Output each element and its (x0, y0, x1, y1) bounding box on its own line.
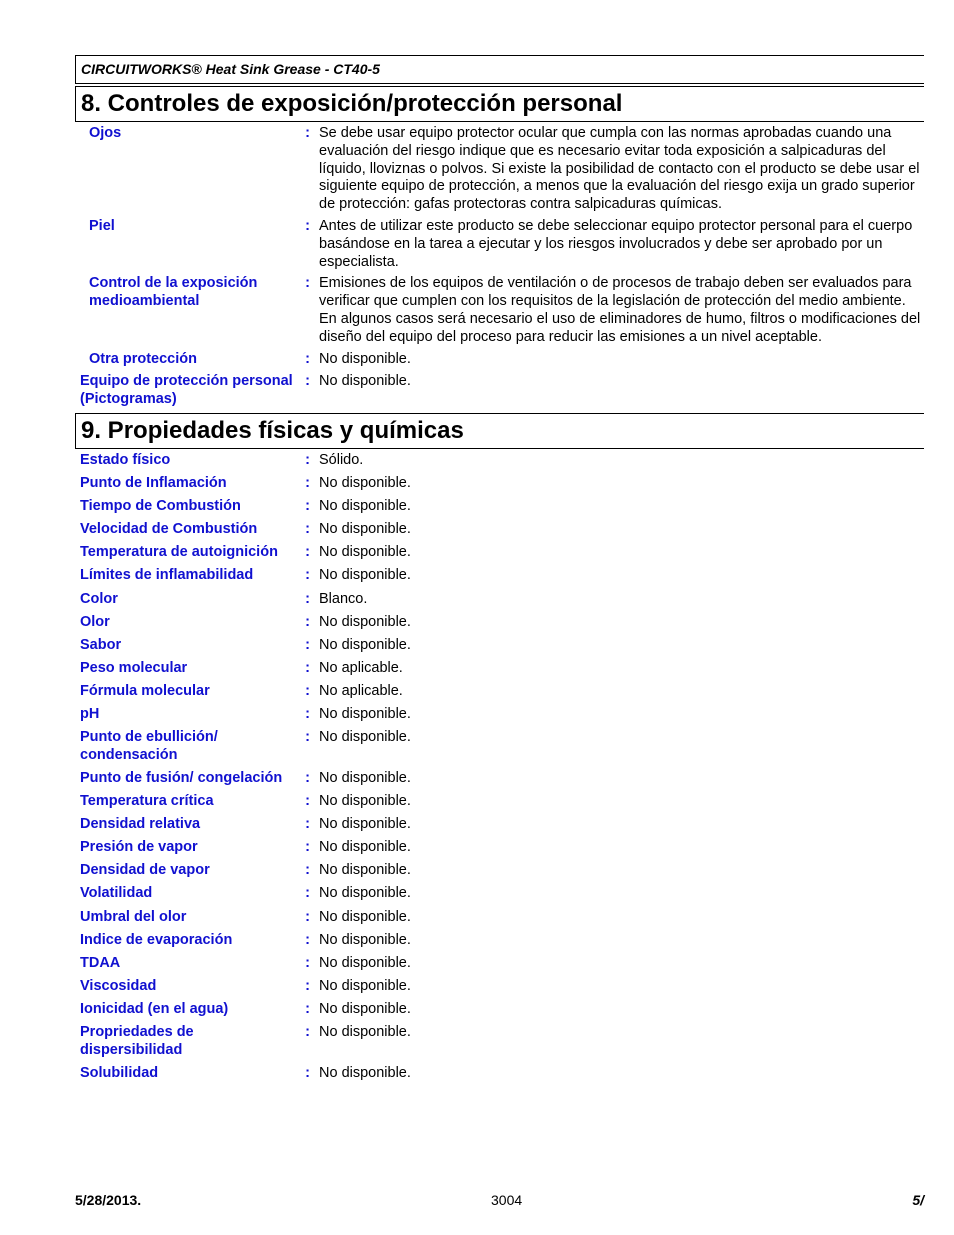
property-label: Ojos (89, 125, 122, 141)
section-9-rows (75, 449, 924, 1083)
property-label: Propriedades de dispersibilidad (80, 1024, 194, 1058)
property-label: Densidad relativa (80, 816, 201, 833)
property-label: Velocidad de Combustión (80, 521, 258, 538)
property-label: Fórmula molecular (80, 682, 210, 699)
property-label: Límites de inflamabilidad (80, 567, 254, 584)
property-row (75, 729, 924, 765)
property-colon: : (305, 885, 310, 902)
property-row (75, 885, 924, 903)
property-colon: : (305, 659, 310, 676)
footer-page-number: 5/ (912, 1192, 924, 1208)
property-colon: : (305, 373, 310, 390)
property-colon: : (305, 521, 310, 538)
property-colon: : (305, 1024, 310, 1040)
property-value: No disponible. (319, 350, 411, 367)
property-colon: : (305, 769, 310, 786)
property-label: Indice de evaporación (80, 931, 233, 948)
property-value: Antes de utilizar este producto se debe seleccionar equipo protector personal para el cuerpo basándose en la tarea a ejecutar y los riesgos involucrados y debe ser aprobado por un especialista. (319, 217, 913, 270)
property-value: No disponible. (319, 567, 411, 584)
property-colon: : (305, 729, 310, 746)
property-label: Volatilidad (80, 885, 153, 902)
footer-date: 5/28/2013. (75, 1192, 142, 1208)
property-colon: : (305, 839, 310, 856)
property-label: Estado físico (80, 451, 171, 468)
property-value: No disponible. (319, 908, 411, 925)
property-row (75, 770, 924, 788)
property-colon: : (305, 1064, 310, 1081)
property-colon: : (305, 567, 310, 584)
property-value: No disponible. (319, 1024, 411, 1040)
property-row (75, 567, 924, 585)
property-row (75, 816, 924, 834)
property-value: Se debe usar equipo protector ocular que cumpla con las normas aprobadas cuando una evaluación del riesgo indique que es necesario evitar toda exposición a salpicaduras del líquido, lloviznas o polvos. Si existe la posibilidad de contacto con el producto se debe usar el siguiente equipo de protección, a menos que la evaluación del riesgo exija un grado superior de protección: gafas protectoras contra salpicaduras químicas. (319, 125, 920, 213)
property-colon: : (305, 544, 310, 561)
property-value: Sólido. (319, 451, 364, 468)
property-row (75, 862, 924, 880)
property-colon: : (305, 682, 310, 699)
property-colon: : (305, 590, 310, 607)
property-value: No disponible. (319, 729, 411, 746)
property-row (75, 706, 924, 724)
property-colon: : (305, 793, 310, 810)
property-value: Emisiones de los equipos de ventilación o de procesos de trabajo deben ser evaluados para verificar que cumplen con los requisitos de la legislación de protección del medio ambiente. En algunos casos será necesario el uso de eliminadores de humo, filtros o modificaciones del diseño del equipo del proceso para reducir las emisiones a un nivel aceptable. (319, 275, 921, 345)
property-label: Temperatura crítica (80, 793, 214, 810)
section-8-rows (75, 122, 924, 409)
property-row (75, 637, 924, 655)
property-value: No disponible. (319, 793, 411, 810)
property-colon: : (305, 217, 310, 234)
document-page (75, 55, 924, 1088)
property-label: Temperatura de autoignición (80, 544, 278, 561)
section-8-title: 8. Controles de exposición/protección personal (75, 86, 924, 122)
property-colon: : (305, 908, 310, 925)
property-value: No disponible. (319, 636, 411, 653)
property-value: No disponible. (319, 977, 411, 994)
property-colon: : (305, 705, 310, 722)
property-row (75, 660, 924, 678)
property-label: Color (80, 590, 118, 607)
property-value: No disponible. (319, 769, 411, 786)
property-label: Punto de Inflamación (80, 475, 227, 492)
property-value: No disponible. (319, 1064, 411, 1081)
property-colon: : (305, 1000, 310, 1017)
property-value: No aplicable. (319, 682, 403, 699)
property-row (75, 978, 924, 996)
property-row (75, 1065, 924, 1083)
property-row (75, 351, 924, 369)
property-colon: : (305, 475, 310, 492)
property-row (75, 1001, 924, 1019)
property-value: No disponible. (319, 544, 411, 561)
property-label: Olor (80, 613, 110, 630)
property-label: TDAA (80, 954, 121, 971)
property-row (75, 452, 924, 470)
property-label: Control de la exposición medioambiental (89, 275, 258, 310)
property-label: Presión de vapor (80, 839, 198, 856)
property-colon: : (305, 931, 310, 948)
property-row (75, 498, 924, 516)
property-label: Otra protección (89, 350, 197, 367)
property-label: Sabor (80, 636, 122, 653)
property-colon: : (305, 954, 310, 971)
property-row (75, 373, 924, 409)
property-colon: : (305, 275, 310, 292)
property-label: Punto de ebullición/ condensación (80, 729, 218, 763)
property-row (75, 521, 924, 539)
property-value: No disponible. (319, 521, 411, 538)
property-value: No disponible. (319, 475, 411, 492)
property-value: No disponible. (319, 839, 411, 856)
property-colon: : (305, 350, 310, 367)
property-row (75, 614, 924, 632)
property-row (75, 683, 924, 701)
property-value: No disponible. (319, 862, 411, 879)
property-label: Tiempo de Combustión (80, 498, 241, 515)
property-colon: : (305, 977, 310, 994)
property-value: No disponible. (319, 931, 411, 948)
property-value: No disponible. (319, 498, 411, 515)
property-label: Piel (89, 217, 115, 234)
property-value: No disponible. (319, 613, 411, 630)
document-header: CIRCUITWORKS® Heat Sink Grease - CT40-5 (75, 55, 924, 84)
property-row (75, 125, 924, 214)
property-row (75, 1024, 924, 1060)
property-label: Viscosidad (80, 977, 157, 994)
property-row (75, 839, 924, 857)
property-label: Solubilidad (80, 1064, 159, 1081)
property-row (75, 275, 924, 346)
property-row (75, 955, 924, 973)
property-label: Peso molecular (80, 659, 188, 676)
property-label: Ionicidad (en el agua) (80, 1000, 229, 1017)
property-row (75, 591, 924, 609)
property-value: No aplicable. (319, 659, 403, 676)
property-colon: : (305, 816, 310, 833)
property-value: No disponible. (319, 954, 411, 971)
property-value: No disponible. (319, 885, 411, 902)
property-colon: : (305, 636, 310, 653)
property-row (75, 793, 924, 811)
property-colon: : (305, 498, 310, 515)
property-label: Densidad de vapor (80, 862, 210, 879)
property-row (75, 932, 924, 950)
property-colon: : (305, 125, 310, 141)
property-value: Blanco. (319, 590, 368, 607)
property-value: No disponible. (319, 373, 411, 390)
property-row (75, 218, 924, 271)
property-label: Umbral del olor (80, 908, 187, 925)
property-row (75, 544, 924, 562)
property-value: No disponible. (319, 816, 411, 833)
property-label: Punto de fusión/ congelación (80, 769, 283, 786)
property-label: pH (80, 705, 100, 722)
footer-code: 3004 (491, 1192, 523, 1208)
property-row (75, 909, 924, 927)
property-label: Equipo de protección personal (Pictogramas) (80, 373, 293, 408)
property-colon: : (305, 862, 310, 879)
property-colon: : (305, 613, 310, 630)
property-colon: : (305, 451, 310, 468)
page-footer (75, 1192, 924, 1210)
property-value: No disponible. (319, 705, 411, 722)
property-row (75, 475, 924, 493)
property-value: No disponible. (319, 1000, 411, 1017)
section-9-title: 9. Propiedades físicas y químicas (75, 413, 924, 449)
